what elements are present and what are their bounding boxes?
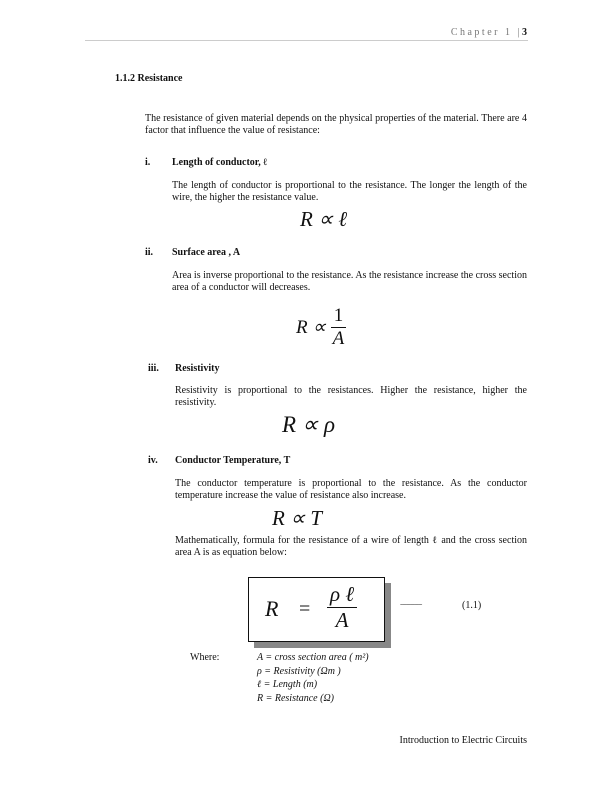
formula-lhs: R ∝ [296, 317, 326, 338]
page-footer: Introduction to Electric Circuits [399, 735, 527, 746]
factor-number: iii. [148, 363, 159, 374]
running-header: Chapter 1 |3 [450, 27, 527, 38]
factor-text: Resistivity is proportional to the resistances. Higher the resistance, higher the resistivity. [175, 385, 527, 408]
header-rule [85, 40, 528, 41]
factor-text: The conductor temperature is proportional to the resistance. As the conductor temperature increase the value of resistance also increase. [175, 478, 527, 501]
factor-text: The length of conductor is proportional to the resistance. The longer the length of the wire, the higher the resistance value. [172, 180, 527, 203]
fraction [331, 305, 347, 350]
section-title: 1.1.2 Resistance [115, 73, 183, 84]
formula: R ∝ T [272, 506, 323, 530]
numerator: ρ ℓ [327, 582, 357, 608]
formula: R ∝ ℓ [300, 207, 348, 231]
factor-title: Resistivity [175, 363, 220, 374]
factor-number: i. [145, 157, 151, 168]
equation-number: (1.1) [462, 600, 482, 611]
numerator: 1 [331, 305, 347, 328]
definition-item: ℓ = Length (m) [257, 679, 318, 690]
math-paragraph: Mathematically, formula for the resistance of a wire of length ℓ and the cross section area A is as equation below: [175, 535, 527, 558]
factor-title: Conductor Temperature, T [175, 455, 291, 466]
equation-fraction [327, 582, 357, 633]
definition-item: A = cross section area ( m²) [257, 652, 369, 663]
equation-box [248, 577, 385, 642]
factor-number: ii. [145, 247, 154, 258]
definitions-list [257, 651, 369, 705]
denominator: A [332, 328, 345, 349]
factor-text: Area is inverse proportional to the resistance. As the resistance increase the cross section area of a conductor will decreases. [172, 270, 527, 293]
factor-title: Length of conductor, ℓ [172, 157, 268, 168]
where-label: Where: [190, 652, 220, 663]
definition-item: ρ = Resistivity (Ωm ) [257, 665, 341, 677]
page-number: 3 [522, 27, 527, 38]
factor-title: Surface area , A [172, 247, 241, 258]
formula: R ∝ ρ [282, 412, 336, 437]
definition-item: R = Resistance (Ω) [257, 692, 335, 704]
intro-paragraph: The resistance of given material depends on the physical properties of the material. There are 4 factor that influence the value of resistance: [145, 113, 527, 136]
formula [296, 305, 346, 350]
equals-sign: = [299, 598, 311, 620]
chapter-label: Chapter 1 [450, 27, 513, 38]
equation-lhs: R [265, 596, 279, 621]
factor-number: iv. [148, 455, 158, 466]
leader-dots: ---------------- [400, 600, 422, 608]
denominator: A [335, 608, 349, 632]
